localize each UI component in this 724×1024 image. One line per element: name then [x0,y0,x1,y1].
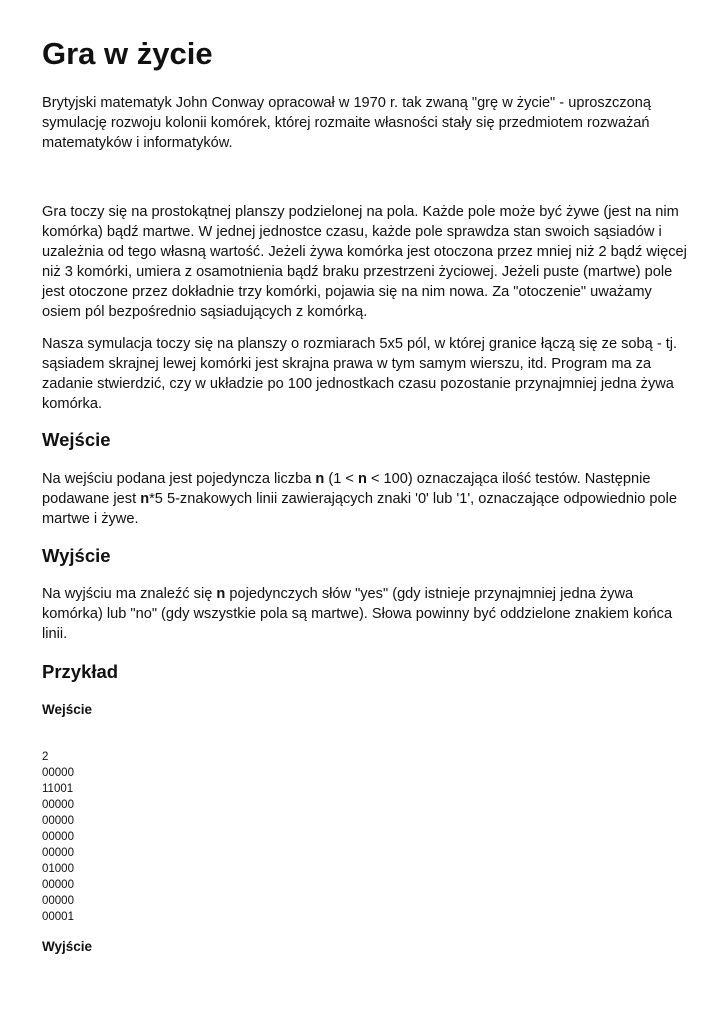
output-section-paragraph: Na wyjściu ma znaleźć się n pojedynczych słów "yes" (gdy istnieje przynajmniej jedna żywa komórka) lub "no" (gdy wszystkie pola są martwe). Słowa powinny być oddzielone znakiem końca linii. [42,586,673,642]
output-section-heading: Wyjście [42,545,111,566]
rules-paragraph: Gra toczy się na prostokątnej planszy podzielonej na pola. Każde pole może być żywe (jest na nim komórka) bądź martwe. W jednej jednostce czasu, każde pole sprawdza stan swoich sąsiadów i uzależnia od tego własną wartość. Jeżeli żywa komórka jest otoczona przez mniej niż 2 bądź więcej niż 3 komórki, umiera z osamotnienia bądź braku przestrzeni życiowej. Jeżeli puste (martwe) pole jest otoczone przez dokładnie trzy komórki, pojawia się na nim nowa. Za "otoczenie" uważamy osiem pól bezpośrednio sąsiadujących z komórką. [42,204,687,320]
task-paragraph: Nasza symulacja toczy się na planszy o rozmiarach 5x5 pól, w której granice łączą się ze sobą - tj. sąsiadem skrajnej lewej komórki jest skrajna prawa w tym samym wierszu, itd. Program ma za zadanie stwierdzić, czy w układzie po 100 jednostkach czasu pozostanie przynajmniej jedna żywa komórka. [42,336,678,412]
intro-paragraph: Brytyjski matematyk John Conway opracował w 1970 r. tak zwaną "grę w życie" - uproszczoną symulację rozwoju kolonii komórek, której rozmaite własności stały się przedmiotem rozważań matematyków i informatyków. [42,95,651,151]
input-section-paragraph: Na wejściu podana jest pojedyncza liczba n (1 < n < 100) oznaczająca ilość testów. Następnie podawane jest n*5 5-znakowych linii zawierających znaki '0' lub '1', oznaczające odpowiednio pole martwe i żywe. [42,471,678,527]
input-section-heading: Wejście [42,429,111,450]
example-input-heading: Wejście [42,702,93,717]
example-output-heading: Wyjście [42,939,93,954]
example-heading: Przykład [42,661,119,682]
page-title: Gra w życie [42,36,213,71]
example-input-block: 2 00000 11001 00000 00000 00000 00000 01000 00000 00000 00001 [42,751,74,923]
